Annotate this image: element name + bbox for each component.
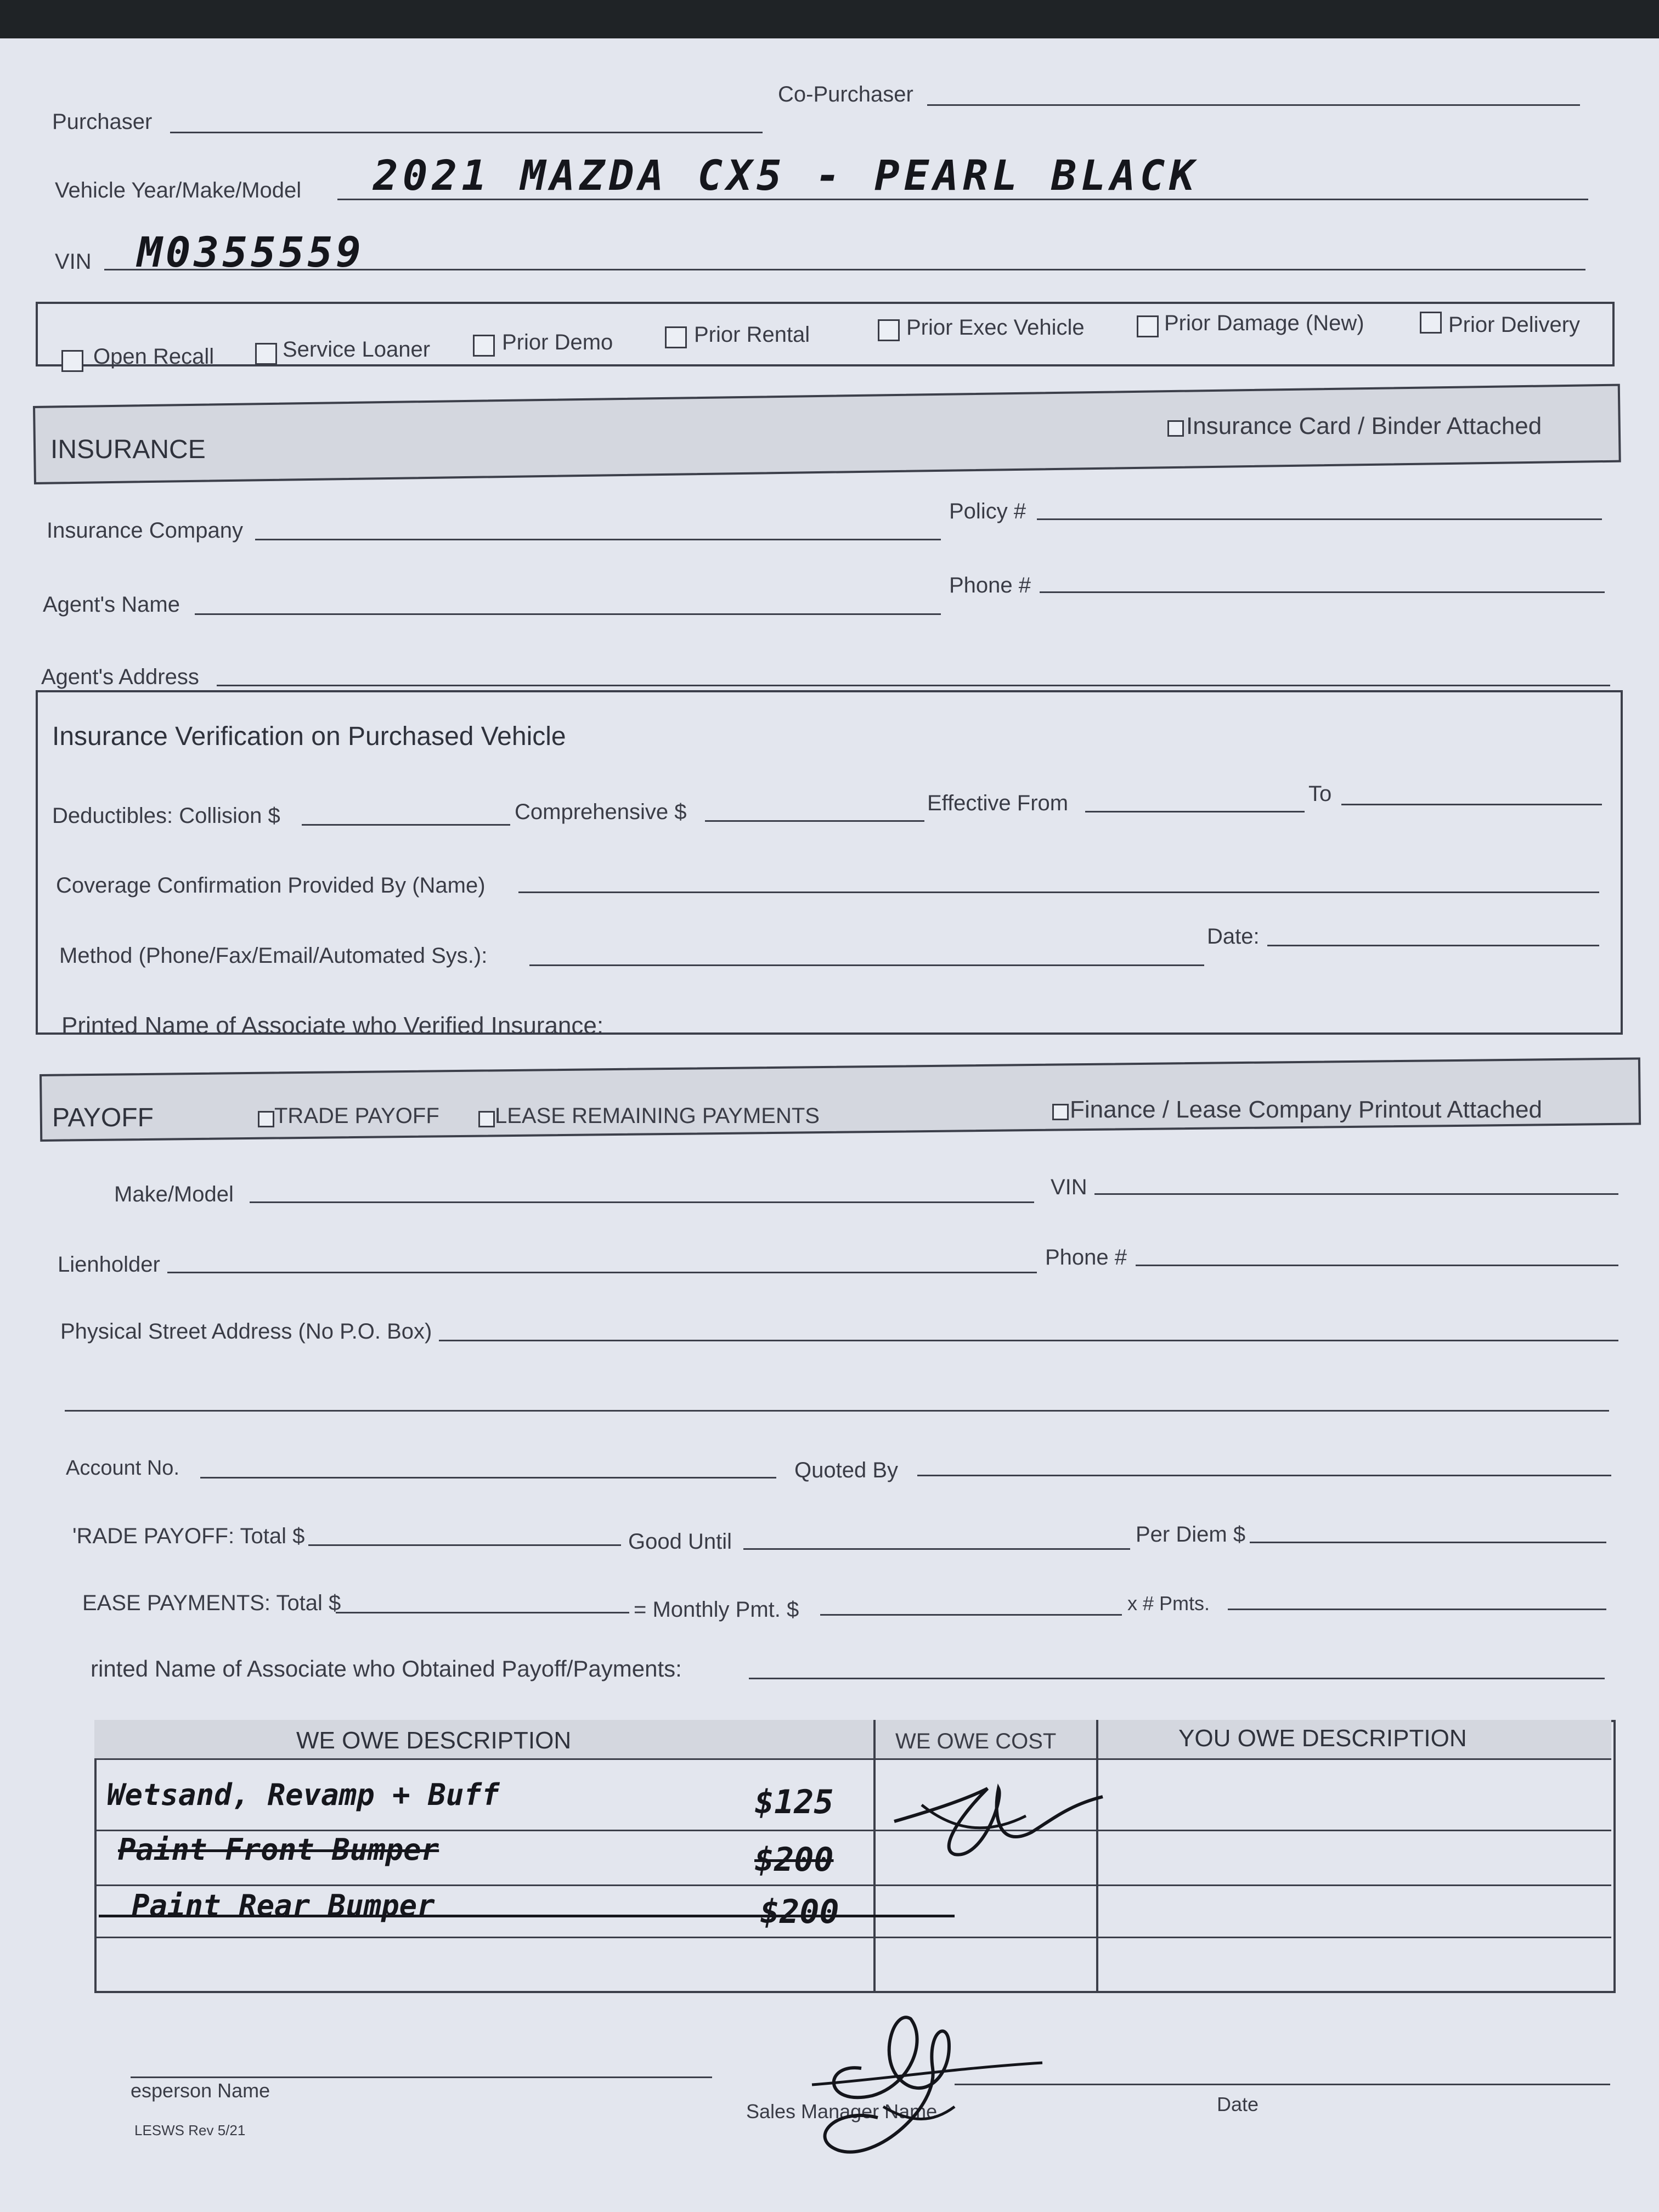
agent-phone-line — [1040, 591, 1605, 593]
payoff-make-model-line — [250, 1201, 1034, 1203]
we-owe-description-header: WE OWE DESCRIPTION — [296, 1727, 572, 1754]
trade-payoff-checkbox[interactable] — [258, 1111, 274, 1127]
payoff-make-model-label: Make/Model — [114, 1182, 234, 1206]
verified-by-label: Printed Name of Associate who Verified Insurance: — [61, 1012, 604, 1039]
service-loaner-checkbox[interactable] — [255, 343, 277, 365]
effective-from-line — [1085, 811, 1305, 812]
payoff-vin-label: VIN — [1051, 1175, 1087, 1199]
insurance-company-label: Insurance Company — [47, 518, 243, 543]
policy-line — [1037, 518, 1602, 520]
vehicle-label: Vehicle Year/Make/Model — [55, 178, 302, 202]
date-label: Date: — [1207, 924, 1260, 949]
account-no-line — [200, 1477, 776, 1479]
street-address-label: Physical Street Address (No P.O. Box) — [60, 1319, 432, 1344]
to-label: To — [1308, 782, 1332, 806]
service-loaner-label: Service Loaner — [283, 337, 431, 362]
date-footer-label: Date — [1217, 2093, 1259, 2115]
num-pmts-line — [1228, 1609, 1606, 1610]
coverage-label: Coverage Confirmation Provided By (Name) — [56, 873, 486, 898]
purchaser-label: Purchaser — [52, 110, 153, 134]
owe-table-row-line-3 — [94, 1937, 1611, 1938]
insurance-header: INSURANCE — [50, 435, 206, 464]
insurance-company-line — [255, 539, 941, 540]
co-purchaser-label: Co-Purchaser — [778, 82, 913, 106]
effective-from-label: Effective From — [927, 791, 1069, 815]
insurance-card-checkbox[interactable] — [1167, 420, 1184, 437]
method-line — [529, 964, 1204, 966]
agent-address-label: Agent's Address — [41, 665, 199, 689]
to-line — [1341, 804, 1602, 805]
agent-address-line — [217, 685, 1610, 686]
we-owe-cost-signature — [889, 1767, 1119, 1876]
comprehensive-line — [705, 820, 924, 822]
collision-line — [302, 824, 510, 826]
verification-title: Insurance Verification on Purchased Vehicle — [52, 722, 566, 751]
owe-row-1-price: $125 — [754, 1783, 834, 1821]
lienholder-phone-label: Phone # — [1045, 1245, 1127, 1269]
lienholder-line — [167, 1272, 1037, 1273]
owe-row-3-description: Paint Rear Bumper — [132, 1888, 435, 1923]
owe-table-row-line-2 — [94, 1884, 1611, 1886]
lease-payments-total-line — [336, 1612, 629, 1613]
prior-rental-checkbox[interactable] — [665, 326, 687, 348]
form-sheet — [0, 38, 1659, 2212]
payoff-associate-line — [749, 1678, 1605, 1679]
deductibles-label: Deductibles: Collision $ — [52, 804, 280, 828]
prior-rental-label: Prior Rental — [694, 323, 810, 347]
purchaser-line — [170, 132, 763, 133]
per-diem-label: Per Diem $ — [1136, 1522, 1246, 1547]
good-until-label: Good Until — [628, 1530, 732, 1554]
quoted-by-label: Quoted By — [794, 1458, 899, 1482]
owe-table-divider-1 — [873, 1720, 876, 1991]
good-until-line — [743, 1548, 1130, 1550]
you-owe-description-header: YOU OWE DESCRIPTION — [1178, 1725, 1467, 1752]
co-purchaser-line — [927, 104, 1580, 106]
insurance-card-label: Insurance Card / Binder Attached — [1186, 413, 1542, 439]
lease-payments-total-label: EASE PAYMENTS: Total $ — [82, 1591, 341, 1615]
owe-row-2-price: $200 — [754, 1841, 834, 1879]
payoff-associate-label: rinted Name of Associate who Obtained Payoff/Payments: — [91, 1656, 682, 1681]
salesperson-line — [131, 2076, 712, 2078]
owe-row-1-description: Wetsand, Revamp + Buff — [107, 1778, 500, 1812]
street-address-line-2 — [65, 1410, 1609, 1412]
lienholder-phone-line — [1136, 1265, 1618, 1266]
quoted-by-line — [917, 1475, 1611, 1476]
sales-manager-name-label: Sales Manager Name — [746, 2100, 938, 2123]
prior-demo-label: Prior Demo — [502, 330, 613, 354]
prior-demo-checkbox[interactable] — [473, 335, 495, 357]
num-pmts-label: x # Pmts. — [1127, 1592, 1210, 1615]
owe-table-row-line-1 — [94, 1830, 1611, 1831]
lease-remaining-checkbox[interactable] — [478, 1111, 495, 1127]
owe-row-3-strike — [99, 1915, 955, 1917]
vin-label: VIN — [55, 250, 92, 274]
payoff-header: PAYOFF — [52, 1103, 154, 1132]
method-label: Method (Phone/Fax/Email/Automated Sys.): — [59, 944, 488, 968]
sales-manager-signature — [801, 1997, 1048, 2183]
salesperson-name-label: esperson Name — [131, 2079, 270, 2102]
we-owe-cost-header: WE OWE COST — [895, 1729, 1057, 1753]
printout-attached-label: Finance / Lease Company Printout Attached — [1070, 1096, 1542, 1123]
sales-manager-line — [955, 2084, 1610, 2085]
monthly-pmt-line — [820, 1614, 1122, 1616]
printout-attached-checkbox[interactable] — [1052, 1104, 1069, 1120]
trade-payoff-label: TRADE PAYOFF — [274, 1104, 439, 1128]
prior-exec-vehicle-label: Prior Exec Vehicle — [906, 315, 1085, 340]
trade-payoff-total-label: 'RADE PAYOFF: Total $ — [72, 1524, 305, 1548]
vin-handwritten-value: M0355559 — [137, 228, 365, 276]
prior-delivery-checkbox[interactable] — [1420, 312, 1442, 334]
comprehensive-label: Comprehensive $ — [515, 800, 687, 824]
agent-name-label: Agent's Name — [43, 592, 180, 617]
vehicle-handwritten-value: 2021 MAZDA CX5 - PEARL BLACK — [373, 151, 1199, 200]
agent-phone-label: Phone # — [949, 573, 1031, 597]
owe-row-3-price: $200 — [760, 1893, 839, 1931]
date-line — [1267, 945, 1599, 946]
revision-label: LESWS Rev 5/21 — [134, 2122, 246, 2138]
coverage-line — [518, 891, 1599, 893]
open-recall-label: Open Recall — [93, 345, 215, 369]
payoff-vin-line — [1094, 1193, 1618, 1195]
prior-delivery-label: Prior Delivery — [1448, 313, 1581, 337]
street-address-line — [439, 1340, 1618, 1341]
owe-row-2-description: Paint Front Bumper — [118, 1832, 439, 1867]
per-diem-line — [1250, 1542, 1606, 1543]
policy-label: Policy # — [949, 499, 1026, 523]
account-no-label: Account No. — [66, 1457, 179, 1480]
prior-damage-checkbox[interactable] — [1137, 315, 1159, 337]
lease-remaining-label: LEASE REMAINING PAYMENTS — [495, 1104, 820, 1128]
monthly-pmt-label: = Monthly Pmt. $ — [634, 1598, 799, 1622]
open-recall-checkbox[interactable] — [61, 350, 83, 372]
agent-name-line — [195, 613, 941, 615]
prior-damage-label: Prior Damage (New) — [1164, 311, 1364, 335]
prior-exec-vehicle-checkbox[interactable] — [878, 319, 900, 341]
lienholder-label: Lienholder — [58, 1252, 160, 1277]
trade-payoff-total-line — [308, 1544, 621, 1546]
